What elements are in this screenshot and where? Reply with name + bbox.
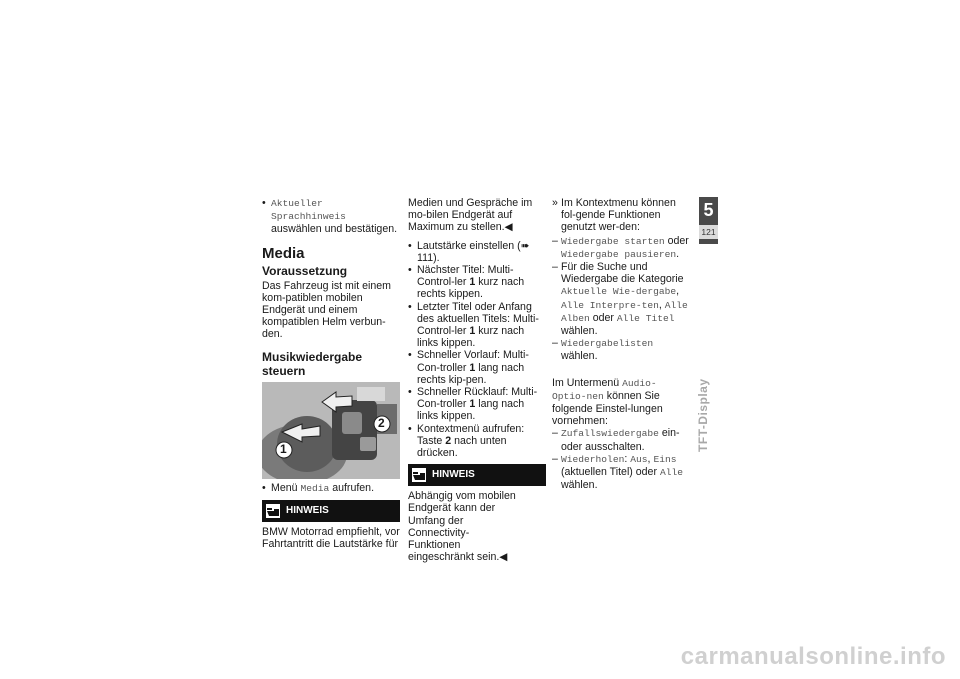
dash-item: [552, 453, 690, 492]
item-text: Kontextmenü aufrufen: Taste: [417, 422, 525, 447]
bullet: •: [408, 386, 412, 399]
item-text: kurz nach links kippen.: [417, 325, 525, 350]
item-text: Menü: [271, 481, 298, 494]
dash-marker: –: [552, 337, 558, 350]
watermark: carmanualsonline.info: [680, 643, 946, 670]
hand-pointer-icon: [412, 468, 426, 482]
item-text: (aktuellen Titel) oder: [561, 466, 657, 479]
note-banner: [408, 464, 546, 486]
item-text: ,: [647, 452, 651, 465]
code-text: Wiedergabelisten: [561, 338, 654, 350]
code-text: Alle Interpre-ten: [561, 299, 659, 311]
chapter-tab: [699, 197, 718, 244]
item-text: ein-oder ausschalten.: [561, 427, 680, 453]
dash-marker: –: [552, 234, 558, 247]
note-text: BMW Motorrad empfiehlt, vor Fahrtantritt die Lautstärke für: [262, 525, 400, 551]
bullet: •: [262, 197, 266, 209]
code-text: Wiedergabe starten: [561, 235, 665, 247]
code-text: Eins: [653, 453, 677, 465]
heading-media: Media: [262, 244, 305, 262]
item-text: kurz nach rechts kippen.: [417, 276, 525, 301]
code-text: Alle Alben: [561, 299, 688, 324]
handlebar-controls-photo: [262, 382, 400, 479]
code-text: Aus: [630, 453, 648, 465]
dash-marker: –: [552, 261, 558, 274]
section-title: TFT-Display: [696, 378, 710, 452]
item-text: Für die Suche und Wiedergabe die Kategorie: [561, 261, 684, 286]
item-text: Schneller Rücklauf: Multi-Con-troller: [417, 386, 538, 411]
list-item: [408, 301, 546, 350]
page-number: 121: [699, 225, 718, 239]
prerequisite-text: Das Fahrzeug ist mit einem kom-patiblen mobilen Endgerät und einem kompatiblen Helm verbun-den.: [262, 279, 391, 341]
code-text: Alle: [659, 467, 683, 479]
bullet: •: [408, 239, 412, 252]
item-text: Lautstärke einstellen (: [417, 239, 521, 252]
item-text: oder: [592, 311, 614, 324]
dash-item: [552, 261, 690, 337]
bullet: •: [408, 264, 412, 277]
column-1: [262, 197, 400, 550]
code-text: Alle Titel: [616, 312, 675, 324]
list-item: [408, 423, 546, 460]
dash-item: [552, 427, 690, 452]
code-text: Wiederholen: [561, 453, 625, 465]
item-text: Im Kontextmenu können fol-gende Funktionen genutzt wer-den:: [561, 197, 676, 234]
note-banner: [262, 500, 400, 522]
result-arrow-icon: »: [552, 197, 558, 209]
chapter-number: 5: [703, 200, 714, 220]
bullet: •: [408, 300, 412, 313]
item-text: Nächster Titel: Multi-Control-ler: [417, 264, 514, 289]
hand-pointer-icon: [266, 504, 280, 518]
list-item: [262, 482, 400, 495]
result-item: [552, 197, 690, 234]
continued-text: Medien und Gespräche im mo-bilen Endgerät auf Maximum zu stellen.◀: [408, 197, 533, 234]
item-text: lang nach links kippen.: [417, 398, 525, 423]
item-text: aufrufen.: [332, 481, 375, 494]
bullet: •: [262, 481, 266, 494]
column-3: [552, 197, 690, 491]
list-item: [262, 197, 400, 236]
column-2: [408, 197, 546, 563]
item-text: oder: [667, 234, 689, 247]
item-text: lang nach rechts kip-pen.: [417, 361, 525, 386]
code-text: Wiedergabe pausieren: [561, 248, 677, 260]
callout-number: 2: [445, 434, 452, 447]
item-text: nach unten drücken.: [417, 434, 507, 460]
item-text: Im Untermenü: [552, 376, 620, 389]
callout-number: 1: [469, 361, 476, 374]
item-text: .: [676, 247, 680, 260]
code-text: Audio-Optio-nen: [552, 377, 657, 402]
item-text: Letzter Titel oder Anfang des aktuellen Titels: Multi-Control-ler: [417, 300, 539, 338]
dash-item: [552, 235, 690, 261]
item-text: :: [624, 452, 628, 465]
dash-marker: –: [552, 452, 558, 465]
list-item: [408, 264, 546, 301]
callout-1: 1: [280, 441, 287, 456]
page-reference: ➠ 111).: [417, 239, 530, 264]
code-text: Media: [300, 482, 330, 494]
item-text: auswählen und bestätigen.: [271, 223, 398, 236]
note-label: HINWEIS: [286, 504, 329, 516]
bullet: •: [408, 422, 412, 435]
note-text: Abhängig vom mobilen Endgerät kann der Umfang der Connectivity-Funktionen eingeschränkt sein.◀: [408, 490, 516, 564]
code-text: Zufallswiedergabe: [561, 428, 659, 440]
callout-number: 1: [469, 398, 476, 411]
callout-number: 1: [469, 276, 476, 289]
handlebar-illustration: [262, 382, 400, 479]
dash-item: [552, 337, 690, 362]
item-text: wählen.: [561, 350, 598, 363]
side-section-label: [696, 352, 716, 452]
item-text: können Sie folgende Einstel-lungen vornehmen:: [552, 389, 663, 428]
bullet: •: [408, 349, 412, 362]
callout-number: 1: [469, 325, 476, 338]
item-text: ,: [676, 285, 680, 298]
list-item: [408, 386, 546, 423]
note-label: HINWEIS: [432, 469, 475, 481]
code-text: Aktueller Sprachhinweis: [271, 198, 346, 223]
heading-prerequisite: Voraussetzung: [262, 263, 348, 278]
list-item: [408, 349, 546, 386]
item-text: wählen.: [561, 325, 598, 338]
heading-music-control: Musikwiedergabe steuern: [262, 349, 363, 378]
submenu-text: [552, 377, 690, 428]
callout-2: 2: [378, 415, 385, 430]
item-text: Schneller Vorlauf: Multi-Con-troller: [417, 349, 529, 374]
item-text: ,: [658, 298, 662, 311]
list-item: [408, 240, 546, 264]
item-text: wählen.: [561, 479, 598, 492]
code-text: Aktuelle Wie-dergabe: [561, 286, 677, 298]
dash-marker: –: [552, 427, 558, 440]
